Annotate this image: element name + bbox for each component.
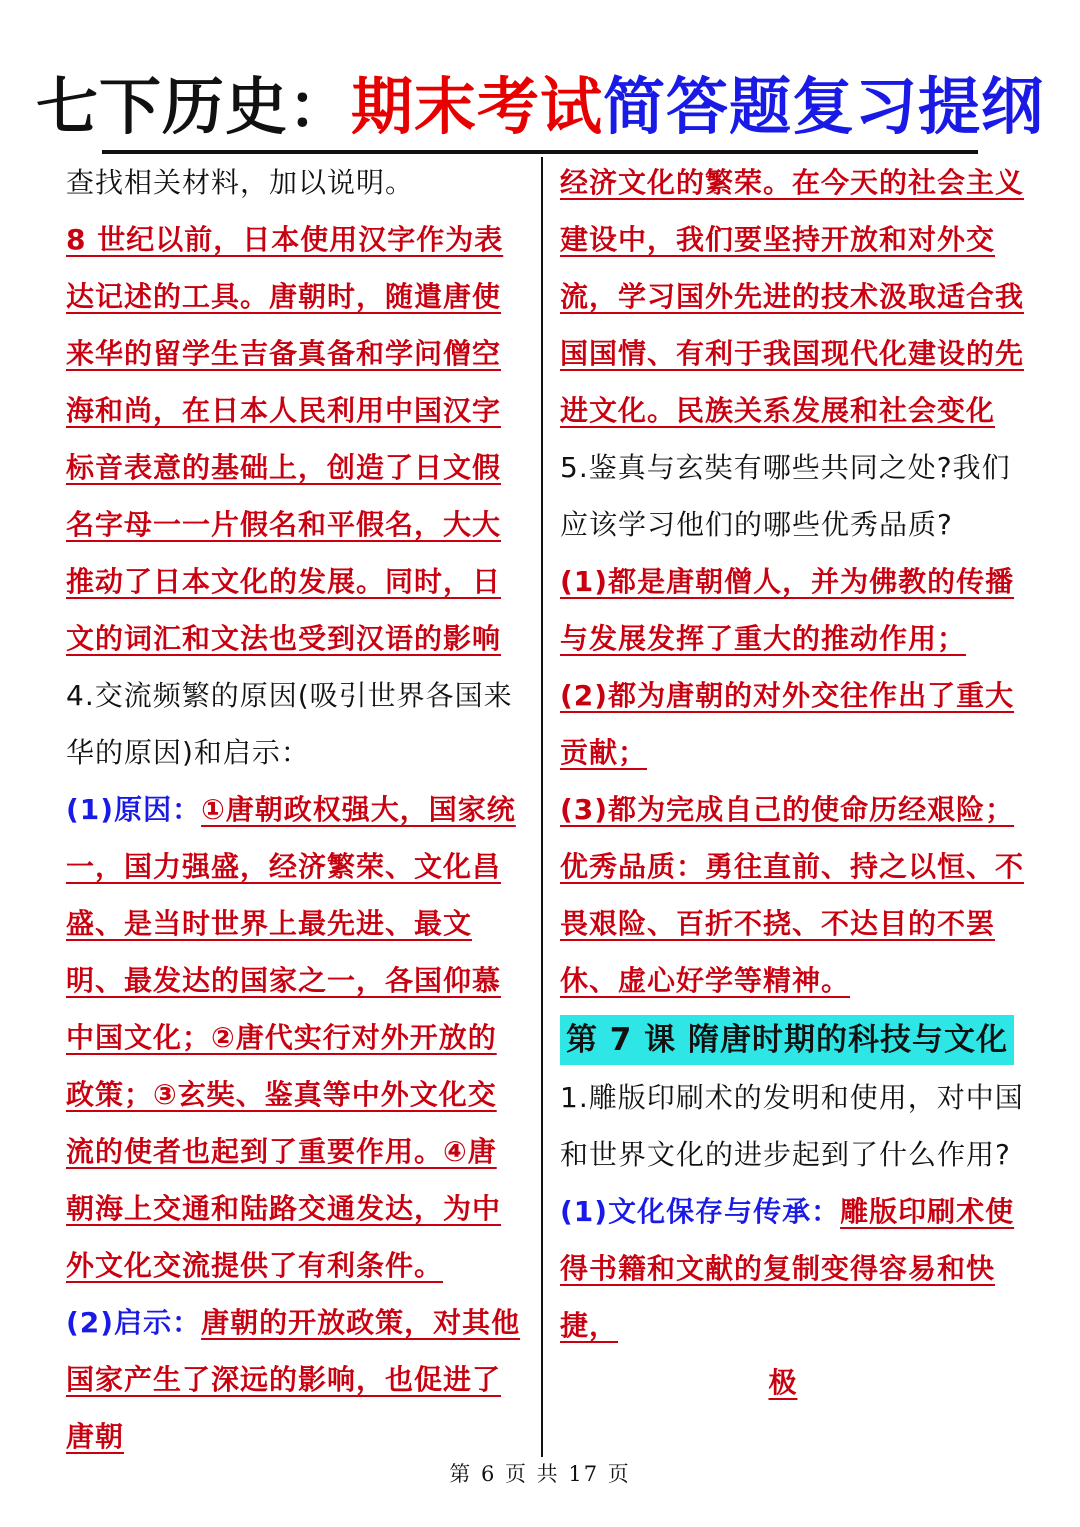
question-4: 4.交流频繁的原因(吸引世界各国来华的原因)和启示： <box>66 679 513 769</box>
title-part-subject: 七下历史： <box>35 70 351 143</box>
page-number: 第 6 页 共 17 页 <box>449 1462 631 1486</box>
left-question-tail: 查找相关材料，加以说明。 <box>66 166 415 199</box>
common-point-3: (3)都为完成自己的使命历经艰险； <box>560 793 1015 826</box>
culture-preservation-text: 雕版印刷术使得书籍和文献的复制变得容易和快捷， <box>560 1195 1015 1342</box>
title-part-outline: 简答题复习提纲 <box>603 70 1045 143</box>
common-point-2: (2)都为唐朝的对外交往作出了重大贡献； <box>560 679 1015 769</box>
right-column <box>560 154 1030 1411</box>
reason-label: (1)原因： <box>66 793 202 826</box>
question-5: 5.鉴真与玄奘有哪些共同之处?我们应该学习他们的哪些优秀品质? <box>560 451 1011 541</box>
column-divider <box>541 157 543 1457</box>
qualities-text: 优秀品质：勇往直前、持之以恒、不畏艰险、百折不挠、不达目的不罢休、虚心好学等精神。 <box>560 850 1025 997</box>
lesson-label: (2)启示： <box>66 1306 202 1339</box>
common-point-1: (1)都是唐朝僧人，并为佛教的传播与发展发挥了重大的推动作用； <box>560 565 1015 655</box>
left-column <box>66 154 524 1465</box>
lesson-text: 唐朝的开放政策，对其他国家产生了深远的影响，也促进了唐朝 <box>66 1306 521 1453</box>
japanese-script-answer: 8 世纪以前，日本使用汉字作为表达记述的工具。唐朝时，随遣唐使来华的留学生吉备真备和学问僧空海和尚，在日本人民利用中国汉字标音表意的基础上，创造了日文假名字母一一片假名和平假名，大大推动了日本文化的发展。同时，日文的词汇和文法也受到汉语的影响 <box>66 223 504 655</box>
reason-text: ①唐朝政权强大，国家统一，国力强盛，经济繁荣、文化昌盛、是当时世界上最先进、最文明、最发达的国家之一，各国仰慕中国文化；②唐代实行对外开放的政策；③玄奘、鉴真等中外文化交流的使者也起到了重要作用。④唐朝海上交通和陆路交通发达，为中外文化交流提供了有利条件。 <box>66 793 516 1282</box>
culture-preservation-tail: 极 <box>768 1366 798 1399</box>
title-part-exam: 期末考试 <box>350 70 603 143</box>
lesson7-question-1: 1.雕版印刷术的发明和使用，对中国和世界文化的进步起到了什么作用? <box>560 1081 1024 1171</box>
culture-preservation-label: (1)文化保存与传承： <box>560 1195 841 1228</box>
page-title <box>0 68 1080 146</box>
lesson-text-continued: 经济文化的繁荣。在今天的社会主义建设中，我们要坚持开放和对外交流，学习国外先进的技术汲取适合我国国情、有利于我国现代化建设的先进文化。民族关系发展和社会变化 <box>560 166 1025 427</box>
lesson-7-heading: 第 7 课 隋唐时期的科技与文化 <box>560 1015 1014 1065</box>
